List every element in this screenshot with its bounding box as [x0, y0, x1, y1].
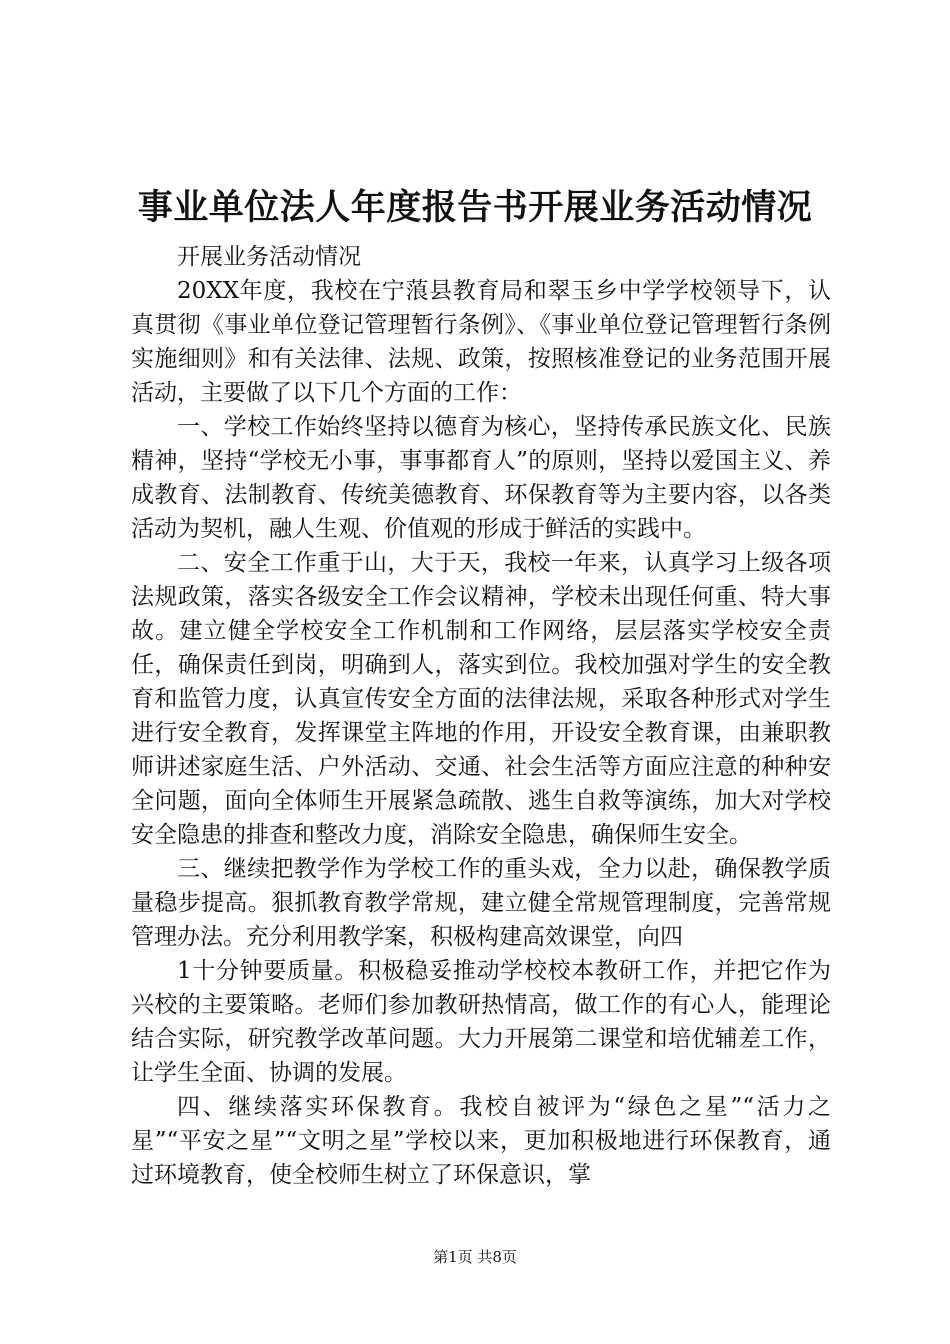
paragraph-teaching: 三、继续把教学作为学校工作的重头戏，全力以赴，确保教学质量稳步提高。狠抓教育教学常规，建立健全常规管理制度，完善常规管理办法。充分利用教学案，积极构建高效课堂，向四 — [131, 856, 831, 950]
paragraph-teaching-continued: 1十分钟要质量。积极稳妥推动学校校本教研工作，并把它作为兴校的主要策略。老师们参加教研热情高，做工作的有心人，能理论结合实际，研究教学改革问题。大力开展第二课堂和培优辅差工作，让学生全面、协调的发展。 — [131, 958, 831, 1086]
document-title: 事业单位法人年度报告书开展业务活动情况 — [137, 188, 813, 228]
paragraph-subtitle: 开展业务活动情况 — [177, 244, 361, 270]
paragraph-intro: 20XX年度，我校在宁蒗县教育局和翠玉乡中学学校领导下，认真贯彻《事业单位登记管理暂行条例》、《事业单位登记管理暂行条例实施细则》和有关法律、法规、政策，按照核准登记的业务范围开展活动，主要做了以下几个方面的工作： — [131, 278, 831, 406]
paragraph-safety: 二、安全工作重于山，大于天，我校一年来，认真学习上级各项法规政策，落实各级安全工作会议精神，学校未出现任何重、特大事故。建立健全学校安全工作机制和工作网络，层层落实学校安全责任，确保责任到岗，明确到人，落实到位。我校加强对学生的安全教育和监管力度，认真宣传安全方面的法律法规，采取各种形式对学生进行安全教育，发挥课堂主阵地的作用，开设安全教育课，由兼职教师讲述家庭生活、户外活动、交通、社会生活等方面应注意的种种安全问题，面向全体师生开展紧急疏散、逃生自救等演练，加大对学校安全隐患的排查和整改力度，消除安全隐患，确保师生安全。 — [131, 550, 831, 848]
page-number: 第1页 共8页 — [433, 1248, 517, 1266]
document-body — [131, 240, 831, 1192]
paragraph-environmental: 四、继续落实环保教育。我校自被评为“绿色之星”“活力之星”“平安之星”“文明之星”学校以来，更加积极地进行环保教育，通过环境教育，使全校师生树立了环保意识，掌 — [131, 1094, 831, 1188]
paragraph-moral-education: 一、学校工作始终坚持以德育为核心，坚持传承民族文化、民族精神，坚持“学校无小事，事事都育人”的原则，坚持以爱国主义、养成教育、法制教育、传统美德教育、环保教育等为主要内容，以各类活动为契机，融人生观、价值观的形成于鲜活的实践中。 — [131, 414, 831, 542]
